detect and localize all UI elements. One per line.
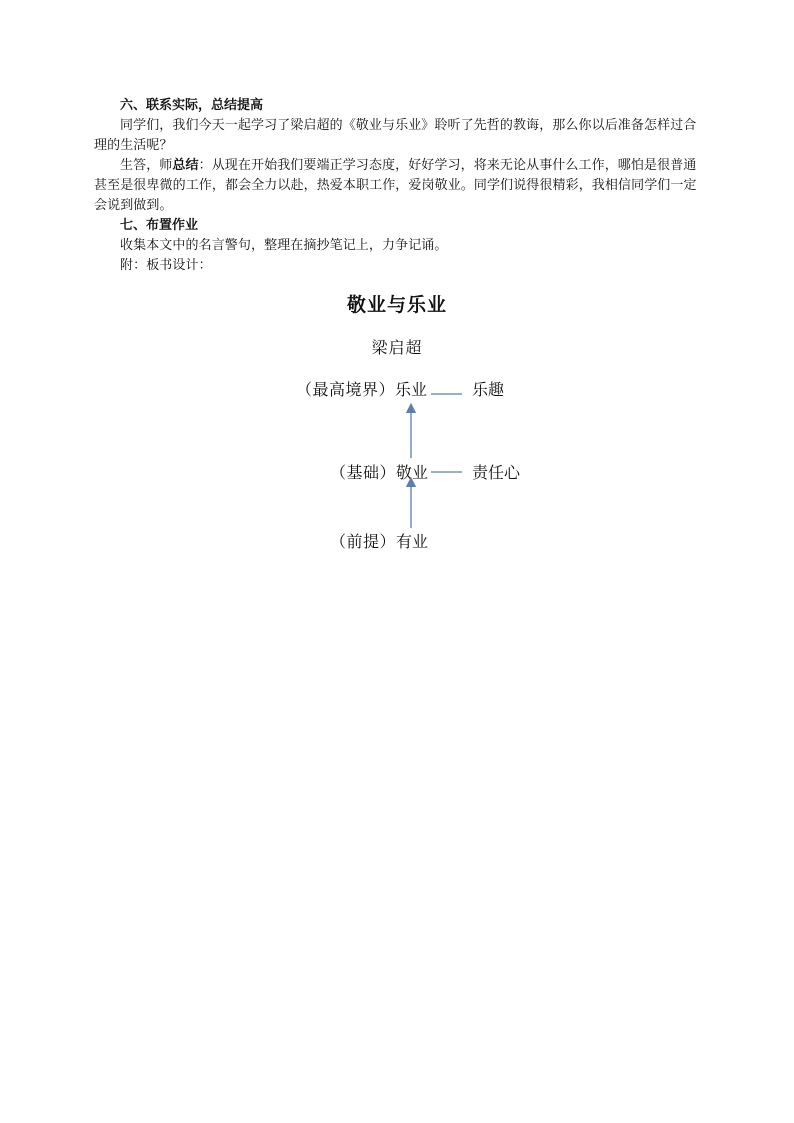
para2-bold: 总结 — [172, 158, 199, 173]
top-paren-label: （最高境界） — [296, 380, 396, 399]
section7-paragraph-2: 附：板书设计： — [120, 258, 212, 273]
middle-paren-label: （基础） — [330, 463, 397, 482]
top-link-text: 乐趣 — [472, 380, 505, 399]
middle-link-text: 责任心 — [472, 463, 521, 482]
section7-heading: 七、布置作业 — [120, 218, 199, 233]
top-term: 乐业 — [395, 380, 428, 399]
section7-paragraph-1: 收集本文中的名言警句，整理在摘抄笔记上，力争记诵。 — [120, 238, 448, 253]
bottom-paren-label: （前提） — [330, 532, 397, 551]
middle-term: 敬业 — [396, 463, 429, 482]
section6-paragraph-1: 同学们，我们今天一起学习了梁启超的《敬业与乐业》聆听了先哲的教诲，那么你以后准备怎样过合理的生活呢？ — [94, 118, 697, 153]
para2-rest: ：从现在开始我们要端正学习态度，好好学习，将来无论从事什么工作，哪怕是很普通甚至是很卑微的工作，都会全力以赴，热爱本职工作，爱岗敬业。同学们说得很精彩，我相信同学们一定会说到做到。 — [94, 158, 697, 213]
board-middle-row — [330, 460, 428, 483]
board-bottom-row — [330, 529, 428, 552]
lesson-text — [94, 96, 704, 276]
board-top-row — [296, 377, 427, 400]
section6-paragraph-2 — [94, 156, 704, 216]
section6-heading: 六、联系实际，总结提高 — [120, 98, 264, 113]
bottom-term: 有业 — [396, 532, 429, 551]
para2-prefix: 生答，师 — [120, 158, 173, 173]
board-author: 梁启超 — [371, 338, 423, 357]
board-title: 敬业与乐业 — [346, 294, 447, 316]
